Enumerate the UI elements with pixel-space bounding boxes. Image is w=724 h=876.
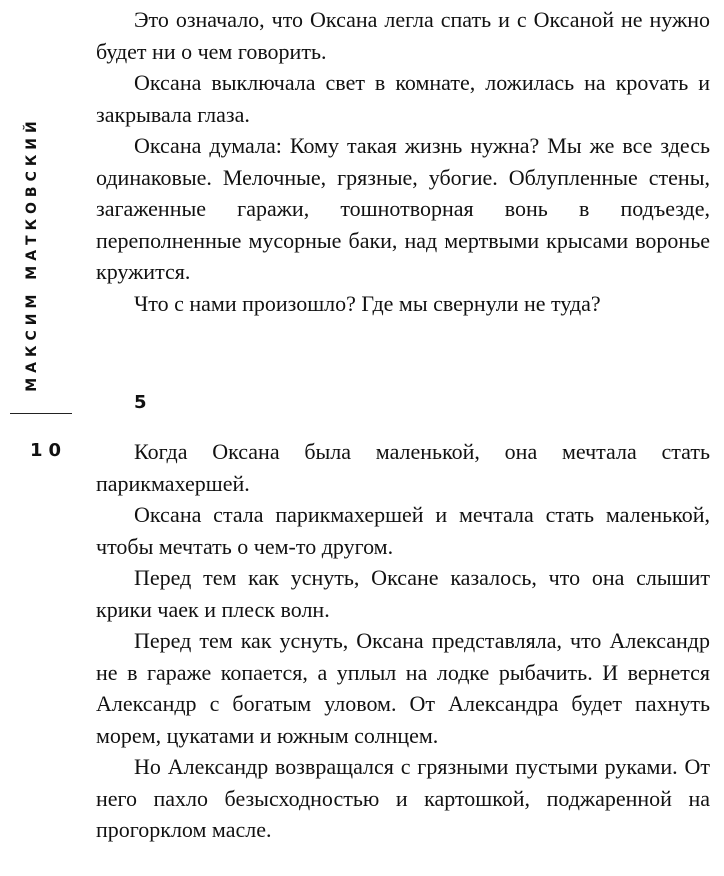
chapter-number: 5 bbox=[134, 392, 147, 413]
paragraph: Это означало, что Оксана легла спать и с Оксаной не нужно будет ни о чем говорить. bbox=[96, 7, 710, 64]
paragraph: Оксана думала: Кому такая жизнь нужна? Мы же все здесь одинаковые. Мелочные, грязные, убогие. Облупленные стены, загаженные гаражи, тошнотворная вонь в подъезде, переполненные мусорные баки, над мертвыми крысами воронье кружится. bbox=[96, 133, 710, 284]
paragraph: Но Александр возвращался с грязными пустыми руками. От него пахло безысходностью и картошкой, поджаренной на прогорклом масле. bbox=[96, 754, 710, 842]
running-header-author bbox=[10, 118, 54, 390]
paragraph: Что с нами произошло? Где мы свернули не туда? bbox=[134, 290, 601, 316]
text-block-before-chapter bbox=[96, 4, 710, 319]
paragraph: Оксана выключала свет в комнате, ложилась на кроvать и закрывала глаза. bbox=[96, 70, 710, 127]
text-block-chapter-5 bbox=[96, 436, 710, 846]
paragraph: Перед тем как уснуть, Оксане казалось, что она слышит крики чаек и плеск волн. bbox=[96, 565, 710, 622]
page-number: 10 bbox=[30, 440, 68, 461]
paragraph: Перед тем как уснуть, Оксана представляла, что Александр не в гараже копается, а уплыл на лодке рыбачить. И вернется Александр с богатым уловом. От Александра будет пахнуть морем, цукатами и южным солнцем. bbox=[96, 628, 710, 748]
paragraph: Оксана стала парикмахершей и мечтала стать маленькой, чтобы мечтать о чем-то другом. bbox=[96, 502, 710, 559]
author-name: МАКСИМ МАТКОВСКИЙ bbox=[24, 116, 40, 392]
paragraph: Когда Оксана была маленькой, она мечтала стать парикмахершей. bbox=[96, 439, 710, 496]
sidebar-divider bbox=[10, 413, 72, 414]
